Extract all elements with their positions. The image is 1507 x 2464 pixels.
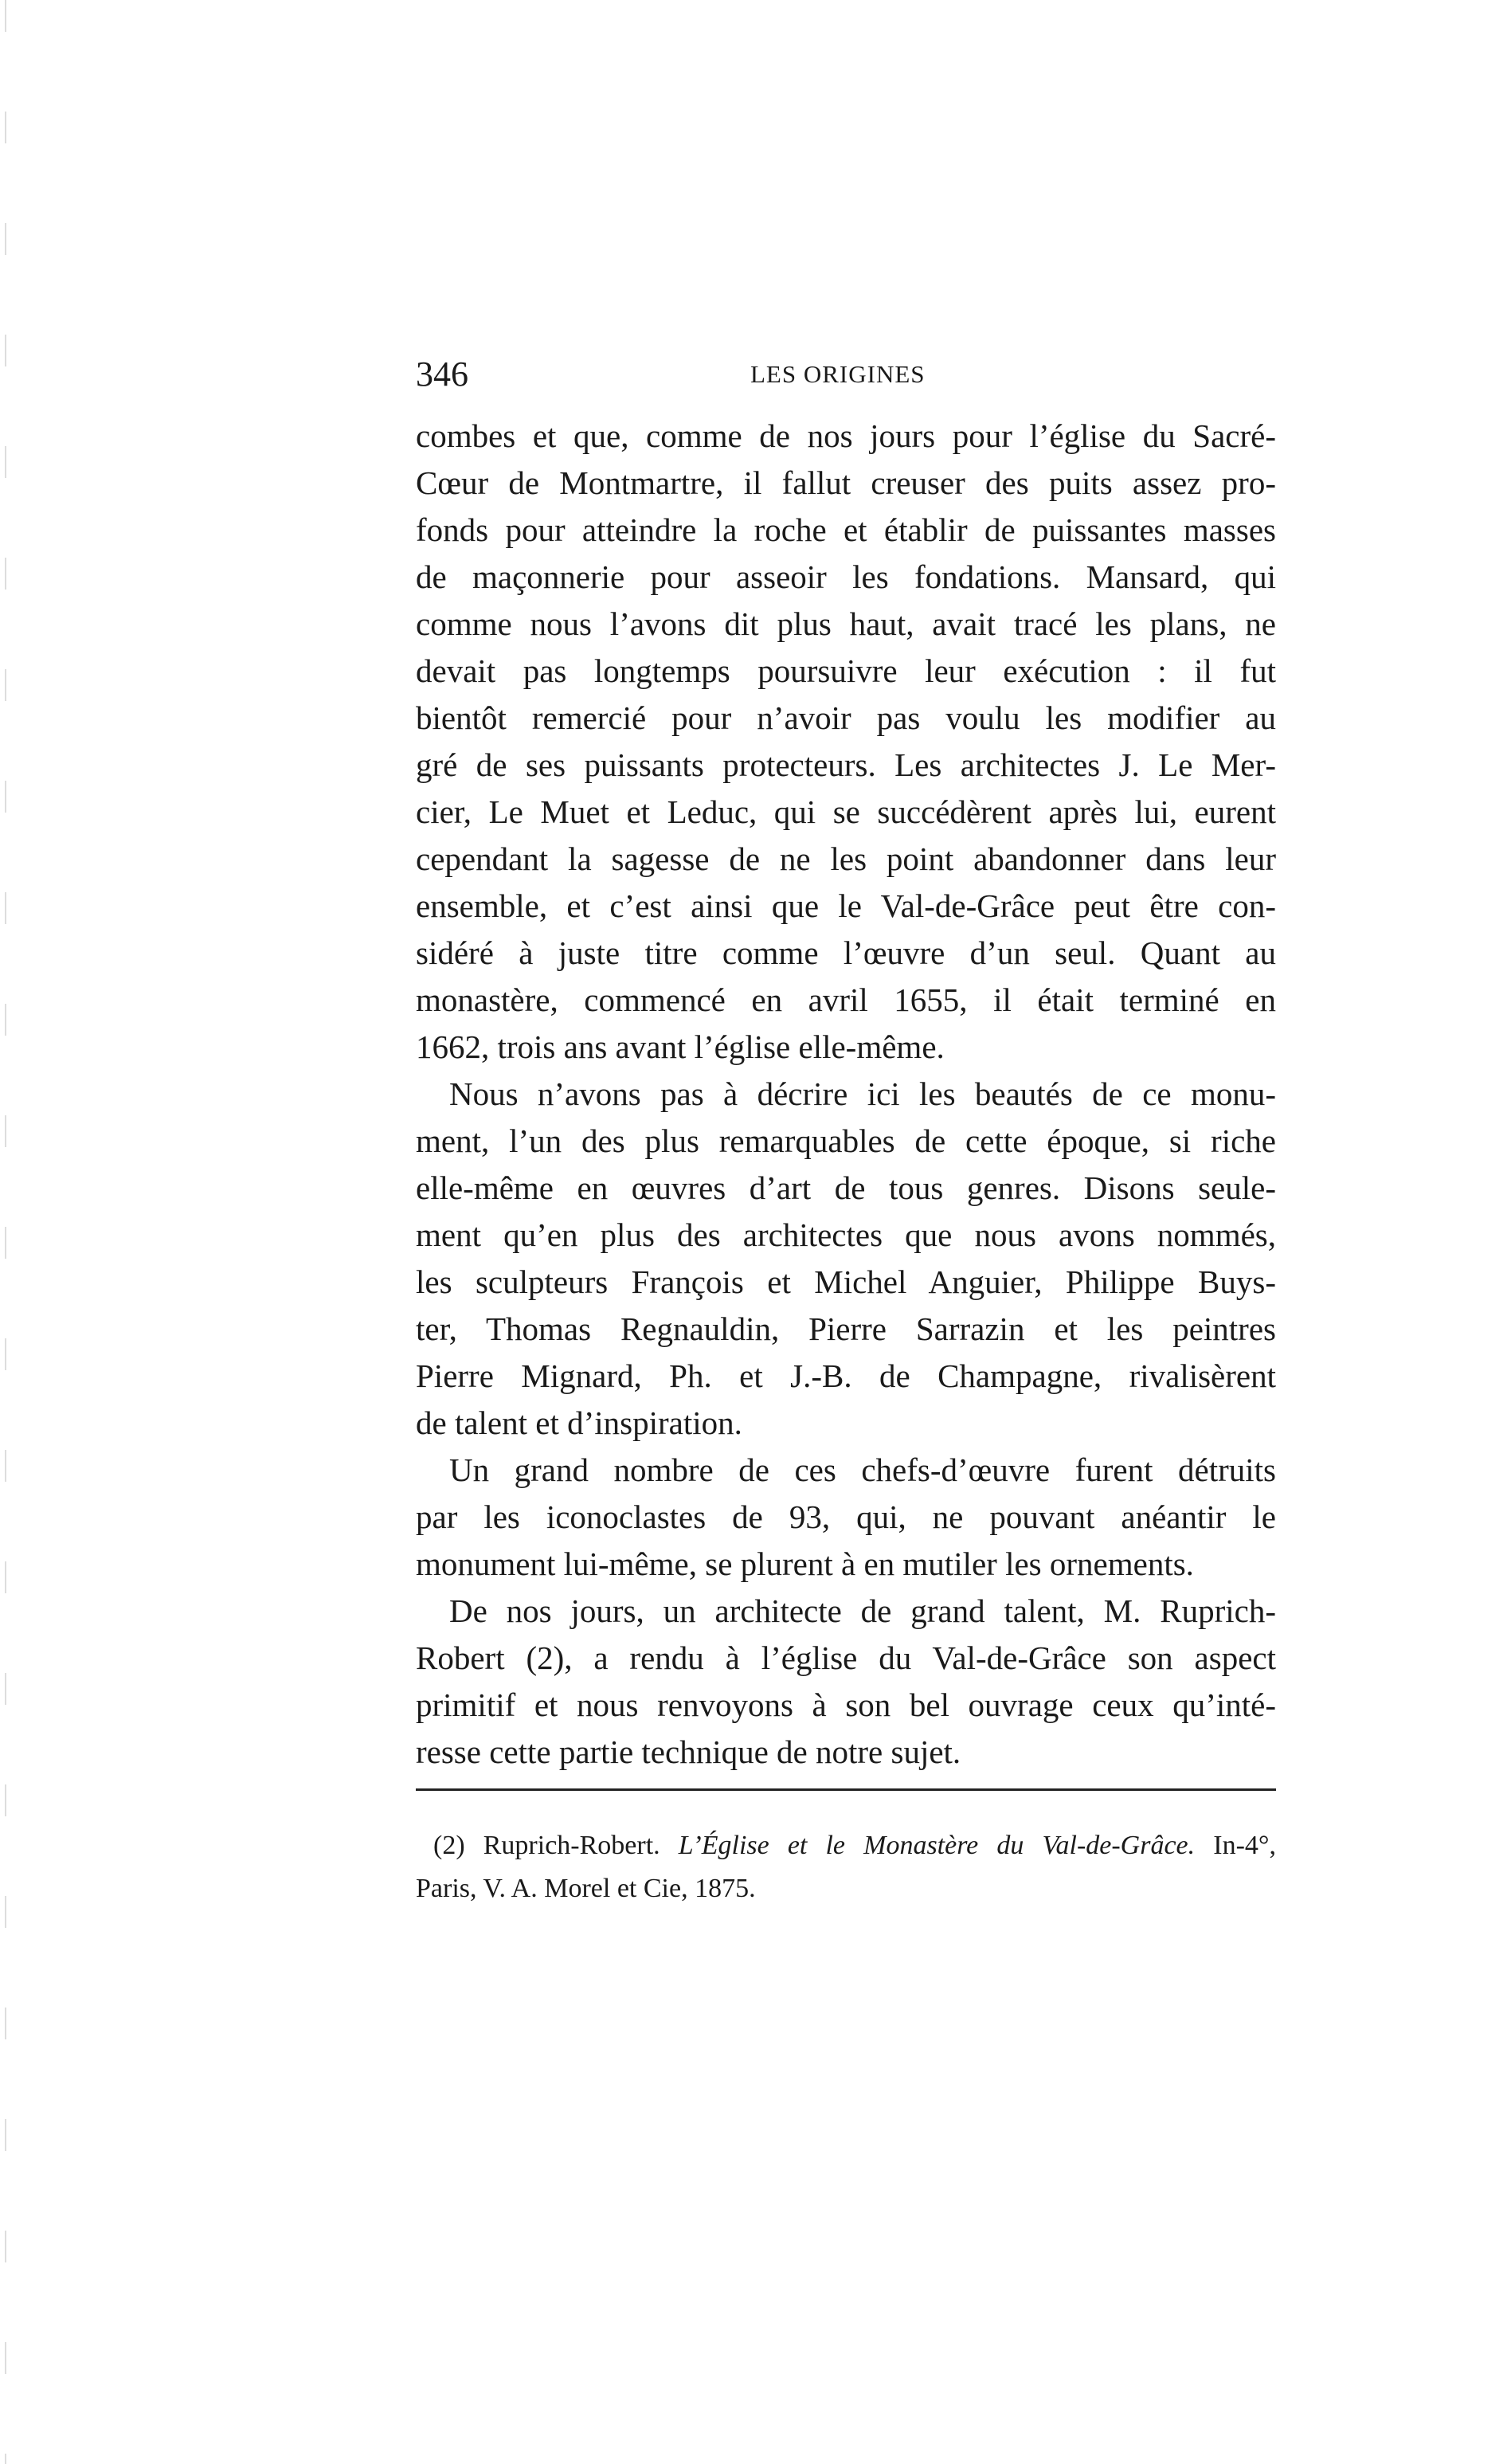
text-line: bientôt remercié pour n’avoir pas voulu les modifier au [416, 699, 1276, 736]
text-line: sidéré à juste titre comme l’œuvre d’un seul. Quant au [416, 934, 1276, 971]
text-line: ment, l’un des plus remarquables de cette époque, si riche [416, 1122, 1276, 1159]
text-line: les sculpteurs François et Michel Anguier, Philippe Buys- [416, 1263, 1276, 1300]
page-header [416, 351, 1276, 398]
footnote-citation-format: In-4°, [1213, 1831, 1276, 1860]
page-number: 346 [416, 355, 468, 394]
scan-edge-mark [5, 0, 6, 2464]
text-line: comme nous l’avons dit plus haut, avait tracé les plans, ne [416, 605, 1276, 642]
footnote-citation-author: (2) Ruprich-Robert. [433, 1831, 660, 1860]
text-line: Cœur de Montmartre, il fallut creuser des puits assez pro- [416, 464, 1276, 501]
footnote-line [416, 1824, 1276, 1867]
text-line: Nous n’avons pas à décrire ici les beautés de ce monu- [449, 1075, 1276, 1112]
text-line: par les iconoclastes de 93, qui, ne pouvant anéantir le [416, 1498, 1276, 1535]
text-line: de talent et d’inspiration. [416, 1404, 742, 1441]
text-line: Pierre Mignard, Ph. et J.-B. de Champagne, rivalisèrent [416, 1357, 1276, 1394]
text-line: ter, Thomas Regnauldin, Pierre Sarrazin et les peintres [416, 1310, 1276, 1347]
text-line: gré de ses puissants protecteurs. Les architectes J. Le Mer- [416, 746, 1276, 783]
running-head: LES ORIGINES [750, 360, 926, 388]
footnote-citation-title: L’Église et le Monastère du Val-de-Grâce. [678, 1831, 1196, 1860]
footnote-line: Paris, V. A. Morel et Cie, 1875. [416, 1874, 756, 1903]
text-line: cier, Le Muet et Leduc, qui se succédèrent après lui, eurent [416, 793, 1276, 830]
text-line: resse cette partie technique de notre sujet. [416, 1733, 961, 1770]
text-line: Un grand nombre de ces chefs-d’œuvre furent détruits [449, 1451, 1276, 1488]
body-text [416, 413, 1276, 1776]
text-line: primitif et nous renvoyons à son bel ouvrage ceux qu’inté- [416, 1686, 1276, 1723]
footnote-divider [416, 1788, 1276, 1791]
text-line: De nos jours, un architecte de grand talent, M. Ruprich- [449, 1592, 1276, 1629]
text-line: cependant la sagesse de ne les point abandonner dans leur [416, 840, 1276, 877]
text-line: ment qu’en plus des architectes que nous avons nommés, [416, 1216, 1276, 1253]
text-line: fonds pour atteindre la roche et établir de puissantes masses [416, 511, 1276, 548]
text-line: 1662, trois ans avant l’église elle-même. [416, 1028, 945, 1065]
text-line: monastère, commencé en avril 1655, il était terminé en [416, 981, 1276, 1018]
text-line: devait pas longtemps poursuivre leur exécution : il fut [416, 652, 1276, 689]
text-line: ensemble, et c’est ainsi que le Val-de-Grâce peut être con- [416, 887, 1276, 924]
text-line: Robert (2), a rendu à l’église du Val-de-Grâce son aspect [416, 1639, 1276, 1676]
text-line: combes et que, comme de nos jours pour l’église du Sacré- [416, 417, 1276, 454]
text-line: monument lui-même, se plurent à en mutiler les ornements. [416, 1545, 1194, 1582]
footnote [416, 1824, 1276, 1910]
text-line: de maçonnerie pour asseoir les fondations. Mansard, qui [416, 558, 1276, 595]
text-line: elle-même en œuvres d’art de tous genres. Disons seule- [416, 1169, 1276, 1206]
